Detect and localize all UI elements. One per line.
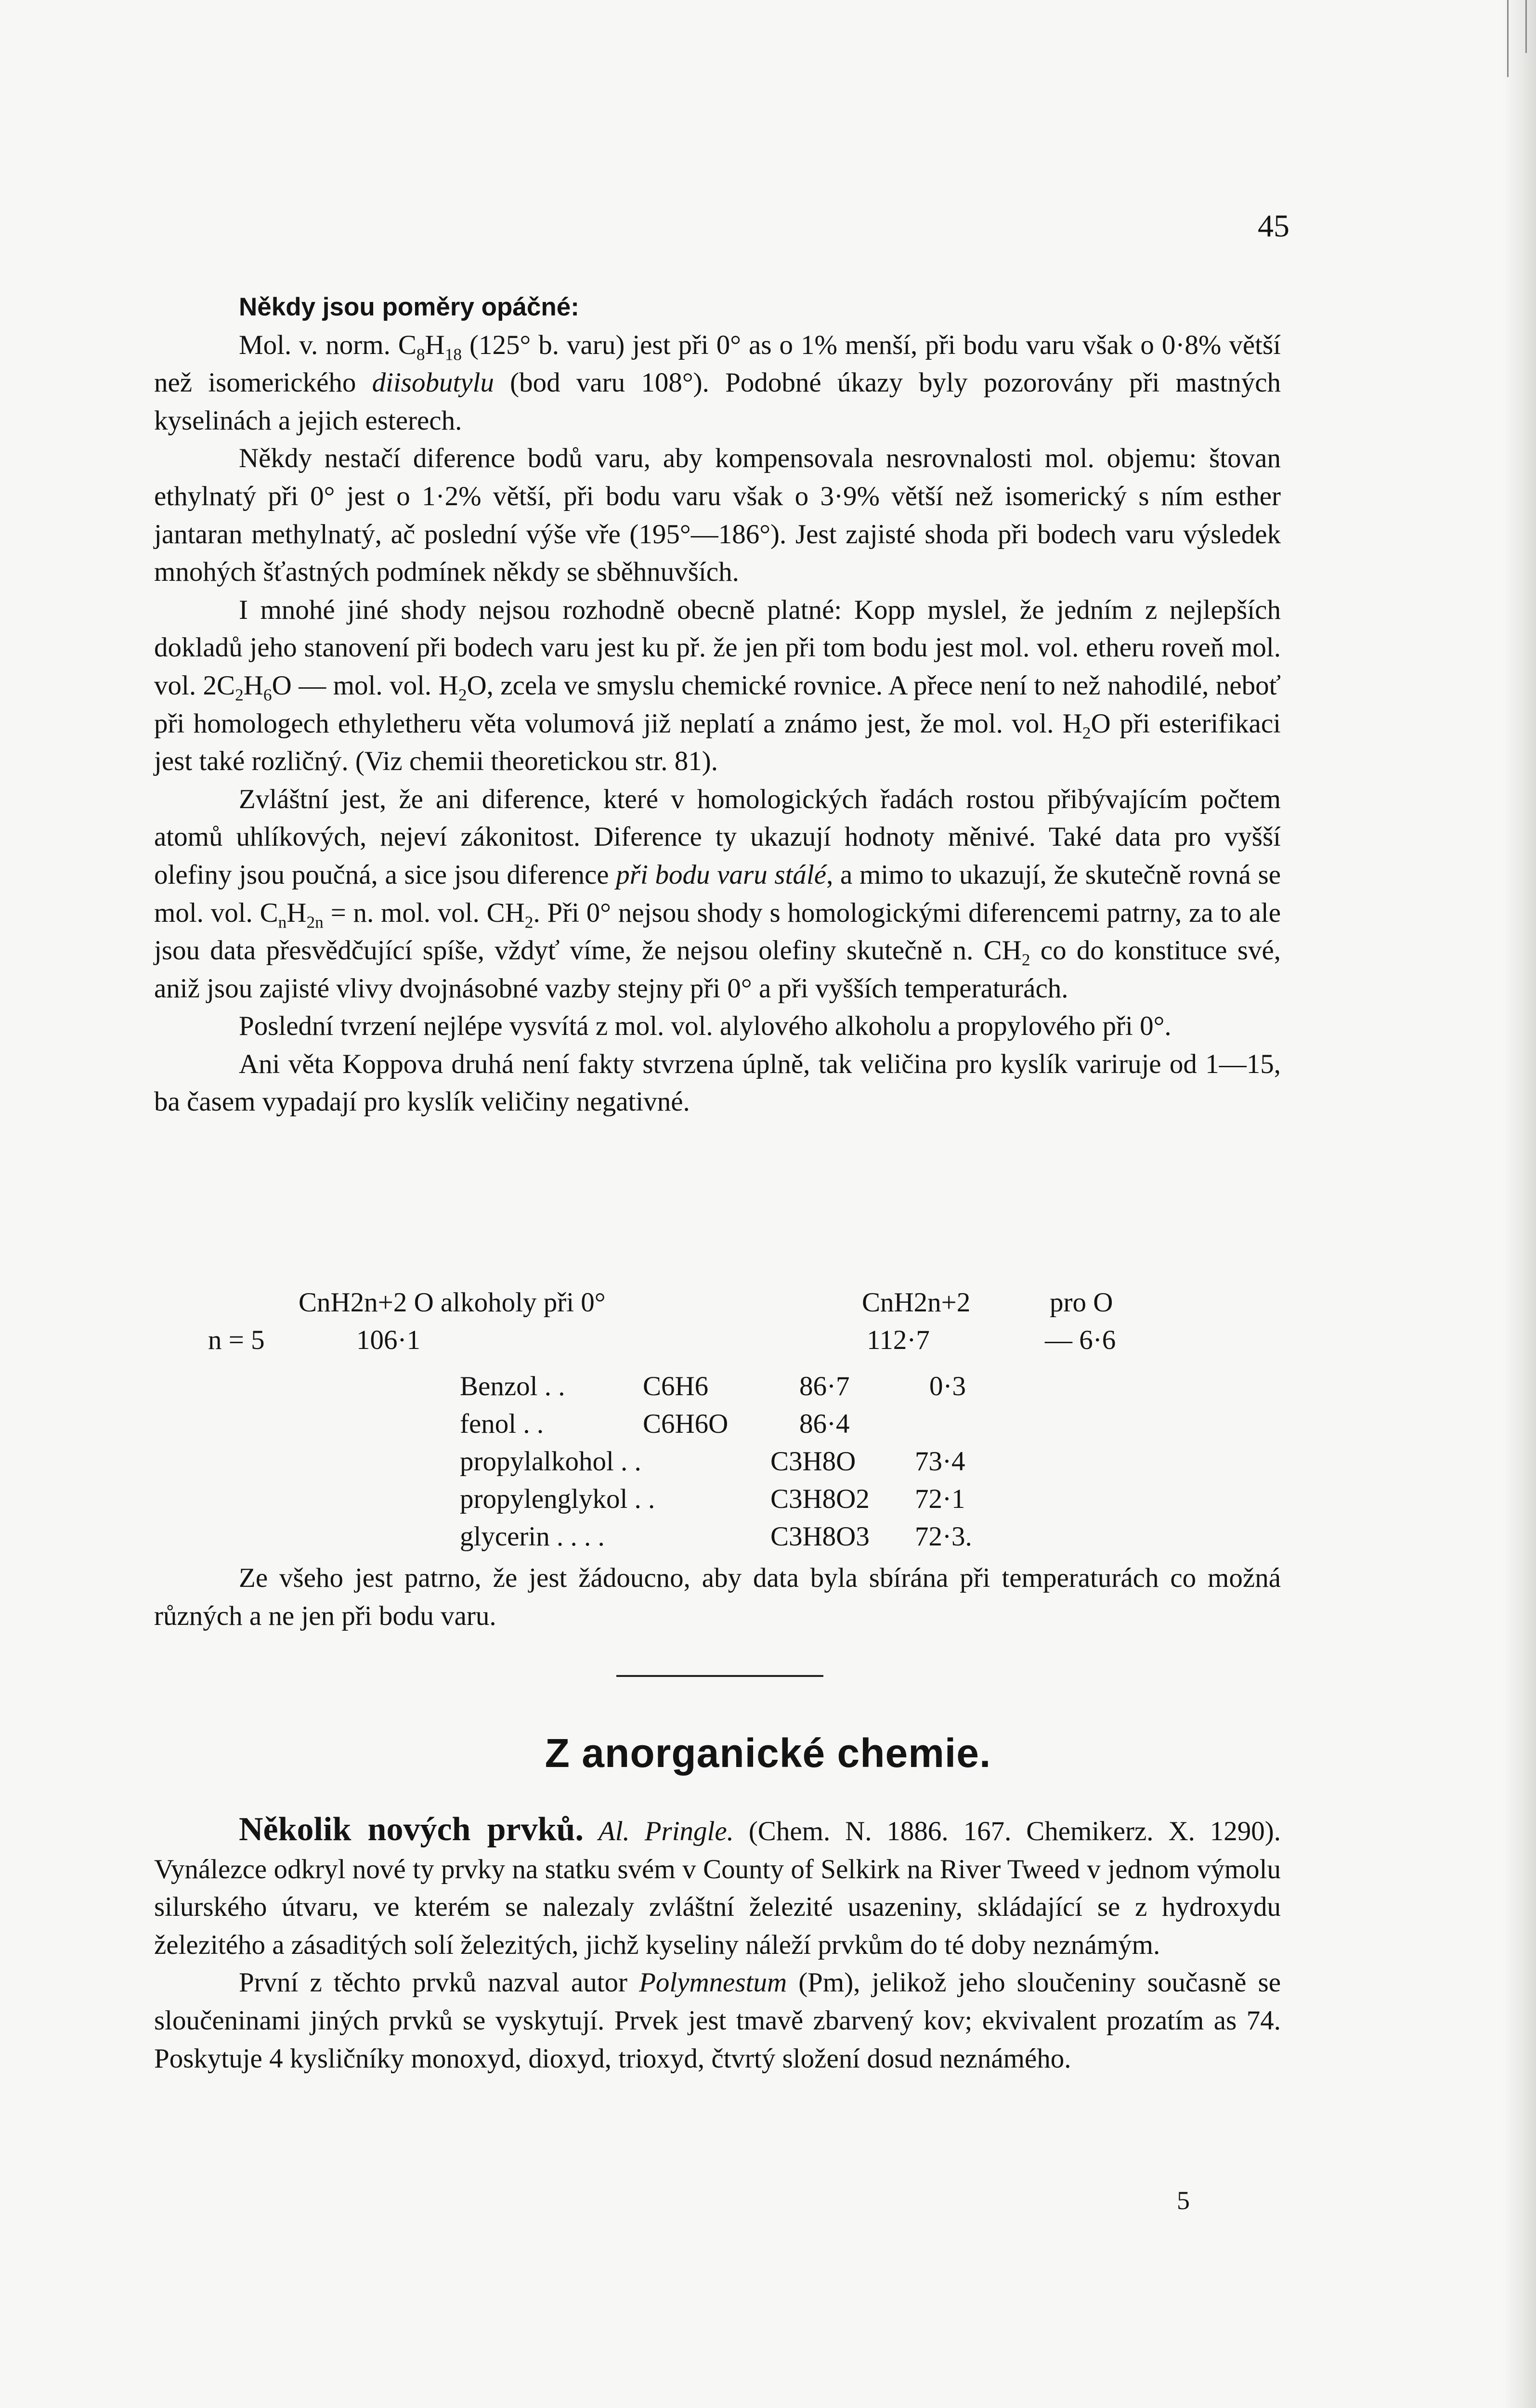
text: (Pm), jelikož jeho sloučeniny současně se sloučeninami jiných prvků se vyskytují. Prvek jest tmavě zbarvený kov; ekvivalent prozatím as 74. Poskytuje 4 kysličníky monoxyd, dioxyd, trioxyd, čtvrtý složení dosud neznámého. — [154, 1967, 1281, 2074]
table2-name: propylenglykol . . — [460, 1484, 655, 1514]
table1-header-1: CnH2n+2 O alkoholy při 0° — [299, 1287, 606, 1318]
italic-term: Polymnestum — [639, 1967, 787, 1998]
section-heading: Z anorganické chemie. — [545, 1730, 991, 1776]
subscript: 2n — [306, 912, 324, 931]
text: Mol. v. norm. C — [239, 329, 417, 360]
text: H — [425, 329, 445, 360]
table2-volume: 86·7 — [799, 1371, 850, 1401]
table1-value: 106·1 — [356, 1325, 420, 1355]
text: . Při 0° nejsou shody s homologickými diferencemi patrny, za to ale jsou data přesvědčující spíše, vždyť víme, že nejsou olefiny skutečně n. CH — [154, 897, 1281, 966]
subscript: 2 — [458, 685, 467, 705]
text: H — [243, 670, 263, 701]
table1-header-2: CnH2n+2 — [862, 1287, 971, 1318]
text: První z těchto prvků nazval autor — [239, 1967, 639, 1998]
text: Ani věta Koppova druhá není fakty stvrzena úplně, tak veličina pro kyslík variruje od 1—15, ba časem vypadají pro kyslík veličiny negativné. — [154, 1048, 1281, 1117]
subscript: 2 — [1082, 723, 1091, 742]
subscript: n — [278, 912, 287, 931]
text-block-3 — [154, 1811, 1281, 2078]
text: (125° b. varu) jest při 0° as o 1% menší, při bodu varu však o 0·8% větší než isomerického — [154, 329, 1281, 398]
table2-formula: C6H6O — [643, 1409, 729, 1439]
italic-term: při bodu varu stálé — [616, 859, 827, 890]
table2-value: 0·3 — [929, 1371, 966, 1401]
table1-value: — 6·6 — [1045, 1325, 1116, 1355]
paragraph — [154, 440, 1281, 591]
subscript: 18 — [444, 344, 462, 364]
text: Někdy nestačí diference bodů varu, aby kompensovala nesrovnalosti mol. objemu: štovan ethylnatý při 0° jest o 1·2% větší, při bodu varu však o 3·9% větší než isomerický s ním esther jantaran methylnatý, ač poslední výše vře (195°—186°). Jest zajisté shoda při bodech varu výsledek mnohých šťastných podmínek někdy se sběhnuvších. — [154, 443, 1281, 588]
table1-value: 112·7 — [867, 1325, 930, 1355]
subscript: 2 — [1021, 950, 1030, 969]
article-author: Al. Pringle. — [598, 1816, 734, 1846]
subscript: 6 — [263, 685, 272, 705]
subscript: 8 — [416, 344, 425, 364]
text: H — [286, 897, 307, 928]
text: , a mimo to ukazují, že skutečně rovná se mol. vol. C — [154, 859, 1281, 928]
text: Ze všeho jest patrno, že jest žádoucno, aby data byla sbírána při temperaturách co možná různých a ne jen při bodu varu. — [154, 1563, 1281, 1631]
table2-formula: C3H8O — [770, 1446, 856, 1477]
table2-value: 72·3. — [915, 1521, 972, 1552]
text: O při esterifikaci jest také rozličný. (Viz chemii theoretickou str. 81). — [154, 708, 1281, 777]
paragraph — [154, 591, 1281, 781]
paragraph — [154, 1559, 1281, 1635]
text-block-2 — [154, 1559, 1281, 1635]
table2-name: fenol . . — [460, 1409, 544, 1439]
paragraph — [154, 1008, 1281, 1046]
page-edge-shadow — [1502, 0, 1536, 2408]
text: O, zcela ve smyslu chemické rovnice. A přece není to než nahodilé, neboť při homologech ethyletheru věta volumová již neplatí a známo jest, že mol. vol. H — [154, 670, 1281, 739]
paragraph — [154, 288, 1281, 327]
page-edge-line — [1525, 0, 1527, 53]
text: = n. mol. vol. CH — [323, 897, 525, 928]
text: Zvláštní jest, že ani diference, které v homologických řadách rostou přibývajícím počtem atomů uhlíkových, nejeví zákonitost. Diference ty ukazují hodnoty měnivé. Také data pro vyšší olefiny jsou poučná, a sice jsou diference — [154, 784, 1281, 890]
page-edge-line — [1507, 0, 1509, 77]
text: (bod varu 108°). Podobné úkazy byly pozorovány při mastných kyselinách a jejich esterech. — [154, 367, 1281, 436]
lead-sentence: Někdy jsou poměry opáčné: — [239, 293, 579, 321]
section-divider — [616, 1675, 823, 1677]
paragraph — [154, 1811, 1281, 1964]
table2-formula: C3H8O2 — [770, 1484, 870, 1514]
paragraph — [154, 1046, 1281, 1121]
paragraph — [154, 327, 1281, 440]
table2-volume: 86·4 — [799, 1409, 850, 1439]
table2-value: 73·4 — [915, 1446, 965, 1477]
table2-name: propylalkohol . . — [460, 1446, 641, 1477]
table2-formula: C6H6 — [643, 1371, 709, 1401]
page-number: 45 — [1258, 209, 1289, 244]
subscript: 2 — [235, 685, 244, 705]
table1-header-3: pro O — [1050, 1287, 1113, 1318]
signature-mark: 5 — [1177, 2186, 1190, 2215]
italic-term: diisobutylu — [372, 367, 494, 398]
paragraph — [154, 1964, 1281, 2078]
table2-name: glycerin . . . . — [460, 1521, 605, 1552]
table2-formula: C3H8O3 — [770, 1521, 870, 1552]
table2-value: 72·1 — [915, 1484, 965, 1514]
text: I mnohé jiné shody nejsou rozhodně obecně platné: Kopp myslel, že jedním z nejlepších dokladů jeho stanovení při bodech varu jest ku př. že jen při tom bodu jest mol. vol. etheru roveň mol. vol. 2C — [154, 594, 1281, 701]
text: O — mol. vol. H — [272, 670, 458, 701]
paragraph — [154, 781, 1281, 1008]
table2-name: Benzol . . — [460, 1371, 565, 1401]
text: co do konstituce své, aniž jsou zajisté vlivy dvojnásobné vazby stejny při 0° a při vyšších temperaturách. — [154, 935, 1281, 1004]
table1-row-label: n = 5 — [208, 1325, 265, 1355]
text-block-1 — [154, 288, 1281, 1121]
subscript: 2 — [524, 912, 534, 931]
text: Poslední tvrzení nejlépe vysvítá z mol. vol. alylového alkoholu a propylového při 0°. — [239, 1011, 1172, 1042]
article-title: Několik nových prvků. — [239, 1811, 584, 1848]
text: (Chem. N. 1886. 167. Chemikerz. X. 1290). Vynálezce odkryl nové ty prvky na statku svém v County of Selkirk na River Tweed v jednom výmolu silurského útvaru, ve kterém se nalezaly zvláštní železité usazeniny, skládající se z hydroxydu železitého a zásaditých solí železitých, jichž kyseliny náleží prvkům do té doby neznámým. — [154, 1816, 1281, 1960]
